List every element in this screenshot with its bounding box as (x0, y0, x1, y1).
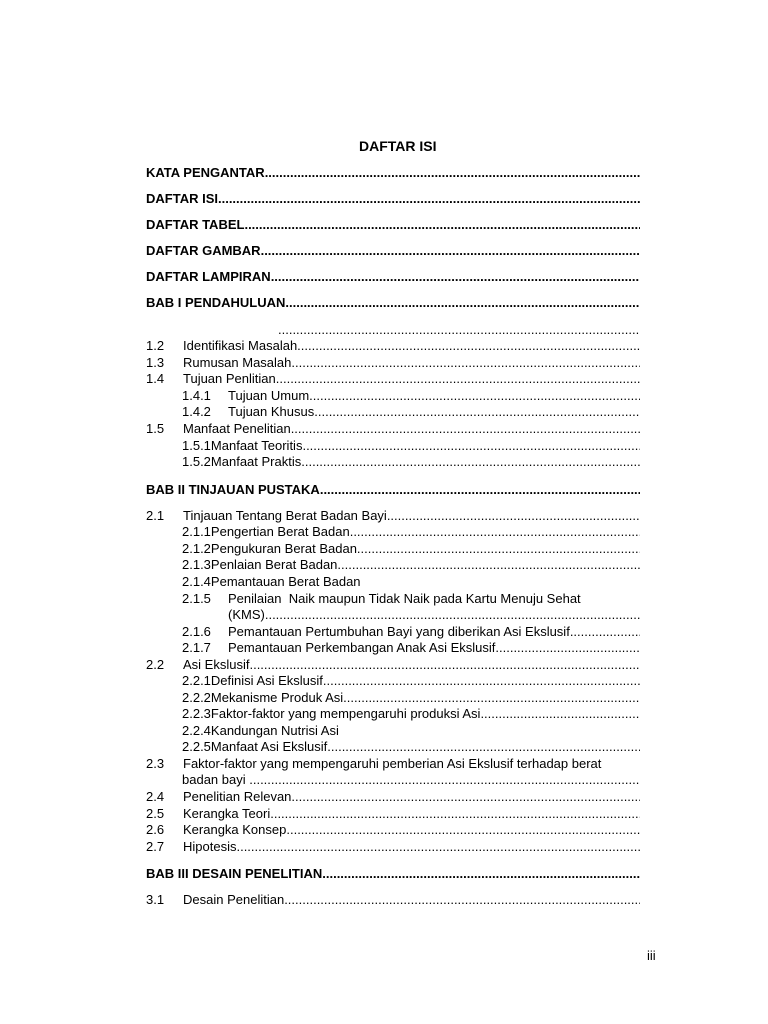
toc-entry-title: Asi Ekslusif (183, 657, 250, 672)
toc-entry (146, 541, 640, 557)
toc-entry (146, 243, 640, 259)
toc-entry-number: 1.5.1 (182, 438, 211, 453)
toc-entry-title: Pengertian Berat Badan (210, 524, 350, 539)
dot-leader (322, 866, 640, 882)
dot-leader (276, 371, 640, 387)
dot-leader (343, 690, 640, 706)
toc-entry (146, 723, 640, 739)
dot-leader (357, 541, 640, 557)
toc-entry (146, 640, 640, 656)
toc-entry-title: Manfaat Asi Ekslusif (210, 739, 328, 754)
dot-leader (350, 524, 640, 540)
dot-leader (302, 438, 640, 454)
toc-entry (146, 607, 640, 623)
toc-entry (146, 338, 640, 354)
toc-entry-number: 2.2.5 (182, 739, 211, 754)
dot-leader (297, 338, 640, 354)
toc-entry (146, 892, 640, 908)
toc-entry-number: 2.7 (146, 839, 165, 854)
toc-entry (146, 217, 640, 233)
toc-entry-number: 2.2 (146, 657, 165, 672)
toc-entry (146, 673, 640, 689)
toc-entry-title: Kerangka Teori (183, 806, 271, 821)
toc-entry (146, 165, 640, 181)
toc-entry-number: 2.2.3 (182, 706, 211, 721)
dot-leader (236, 839, 640, 855)
dot-leader (495, 640, 640, 656)
toc-entry (146, 772, 640, 788)
toc-entry-number: 2.6 (146, 822, 165, 837)
toc-entry-title: Faktor-faktor yang mempengaruhi produksi Asi (210, 706, 481, 721)
toc-entry-number: 1.5 (146, 421, 165, 436)
toc-entry-title: DAFTAR GAMBAR (146, 243, 261, 258)
dot-leader (337, 557, 640, 573)
toc-entry-number: 1.4.2 (182, 404, 211, 419)
toc-entry (146, 690, 640, 706)
toc-entry (146, 438, 640, 454)
toc-entry-number: 2.3 (146, 756, 165, 771)
toc-entry-title: Pemantauan Berat Badan (210, 574, 361, 589)
toc-entry-number: 2.1 (146, 508, 165, 523)
toc-entry-title: Kerangka Konsep (183, 822, 287, 837)
dot-leader (387, 508, 640, 524)
toc-entry-number: 2.1.6 (182, 624, 211, 639)
toc-entry-title: Pemantauan Perkembangan Anak Asi Ekslusif (228, 640, 496, 655)
toc-entry-number: 1.4.1 (182, 388, 211, 403)
toc-entry-title: Pengukuran Berat Badan (210, 541, 357, 556)
toc-entry (146, 508, 640, 524)
toc-entry-number: 3.1 (146, 892, 165, 907)
toc-entry (146, 789, 640, 805)
dot-leader (480, 706, 640, 722)
toc-entry-number: 2.2.4 (182, 723, 211, 738)
toc-entry (146, 574, 640, 590)
dot-leader (284, 892, 640, 908)
toc-entry-number: 2.1.4 (182, 574, 211, 589)
dot-leader (301, 454, 640, 470)
toc-entry-title: Penilaian Naik maupun Tidak Naik pada Kartu Menuju Sehat (228, 591, 581, 606)
page-number: iii (647, 948, 656, 963)
toc-entry-number: 1.3 (146, 355, 165, 370)
toc-entry-title: DAFTAR LAMPIRAN (146, 269, 271, 284)
toc-entry-number: 2.1.3 (182, 557, 211, 572)
dot-leader (314, 404, 640, 420)
dot-leader (265, 607, 640, 623)
toc-entry-title: badan bayi (182, 772, 250, 787)
toc-entry-number: 2.1.2 (182, 541, 211, 556)
toc-entry-number: 2.1.1 (182, 524, 211, 539)
toc-entry (146, 482, 640, 498)
dot-leader (286, 822, 640, 838)
toc-entry-title: DAFTAR ISI (146, 191, 218, 206)
toc-entry-number: 2.4 (146, 789, 165, 804)
toc-entry-title: Hipotesis (183, 839, 237, 854)
toc-entry-title: (KMS) (228, 607, 265, 622)
dot-leader (323, 673, 640, 689)
toc-entry-title: Mekanisme Produk Asi (210, 690, 344, 705)
toc-entry (146, 355, 640, 371)
toc-entry-title: BAB I PENDAHULUAN (146, 295, 286, 310)
dot-leader (244, 217, 640, 233)
toc-entry-title: Penlaian Berat Badan (210, 557, 338, 572)
toc-entry (146, 706, 640, 722)
toc-entry (146, 657, 640, 673)
toc-entry-title: Faktor-faktor yang mempengaruhi pemberian Asi Ekslusif terhadap berat (183, 756, 602, 771)
dot-leader (249, 657, 640, 673)
dot-leader (327, 739, 640, 755)
toc-entry (146, 322, 640, 338)
toc-entry-title: Definisi Asi Ekslusif (210, 673, 323, 688)
toc-entry-number: 1.4 (146, 371, 165, 386)
toc-entry-number: 2.5 (146, 806, 165, 821)
toc-entry (146, 806, 640, 822)
toc-entry-number: 2.2.2 (182, 690, 211, 705)
toc-entry (146, 371, 640, 387)
toc-entry-title: Tinjauan Tentang Berat Badan Bayi (183, 508, 387, 523)
toc-entry-title: KATA PENGANTAR (146, 165, 265, 180)
toc-entry (146, 756, 640, 772)
dot-leader (291, 355, 640, 371)
toc-entry (146, 524, 640, 540)
toc-entry-title: Desain Penelitian (183, 892, 285, 907)
toc-entry (146, 404, 640, 420)
toc-entry-number: 2.1.7 (182, 640, 211, 655)
toc-entry-title: Pemantauan Pertumbuhan Bayi yang diberikan Asi Ekslusif (228, 624, 570, 639)
dot-leader (570, 624, 640, 640)
toc-entry (146, 591, 640, 607)
toc-entry-number: 2.2.1 (182, 673, 211, 688)
toc-entry (146, 624, 640, 640)
dot-leader (218, 191, 640, 207)
toc-entry (146, 822, 640, 838)
toc-entry-title: Tujuan Umum (228, 388, 310, 403)
toc-entry (146, 295, 640, 311)
dot-leader (291, 421, 640, 437)
dot-leader (309, 388, 640, 404)
dot-leader (285, 295, 640, 311)
toc-entry-number: 2.1.5 (182, 591, 211, 606)
dot-leader (320, 482, 640, 498)
toc-entry-title: Identifikasi Masalah (183, 338, 298, 353)
toc-entry-title: Manfaat Praktis (210, 454, 302, 469)
dot-leader (291, 789, 640, 805)
toc-entry-title: Manfaat Teoritis (210, 438, 303, 453)
toc-entry (146, 454, 640, 470)
toc-entry-title: Kandungan Nutrisi Asi (210, 723, 339, 738)
toc-heading: DAFTAR ISI (359, 138, 437, 154)
toc-entry (146, 866, 640, 882)
dot-leader (270, 806, 640, 822)
dot-leader (265, 165, 640, 181)
toc-entry (146, 739, 640, 755)
toc-entry-title: Penelitian Relevan (183, 789, 292, 804)
toc-entry (146, 839, 640, 855)
toc-entry (146, 269, 640, 285)
toc-entry-title: Manfaat Penelitian (183, 421, 291, 436)
toc-entry (146, 421, 640, 437)
toc-entry (146, 191, 640, 207)
toc-entry-title: Tujuan Penlitian (183, 371, 276, 386)
dot-leader (278, 322, 640, 338)
toc-entry-title: BAB II TINJAUAN PUSTAKA (146, 482, 320, 497)
dot-leader (261, 243, 640, 259)
toc-entry-number: 1.5.2 (182, 454, 211, 469)
toc-entry-title: BAB III DESAIN PENELITIAN (146, 866, 323, 881)
dot-leader (271, 269, 640, 285)
toc-entry-title: DAFTAR TABEL (146, 217, 245, 232)
toc-entry-title: Tujuan Khusus (228, 404, 315, 419)
toc-entry-number: 1.2 (146, 338, 165, 353)
toc-entry-title: Rumusan Masalah (183, 355, 292, 370)
dot-leader (249, 772, 640, 788)
toc-entry (146, 388, 640, 404)
toc-entry (146, 557, 640, 573)
